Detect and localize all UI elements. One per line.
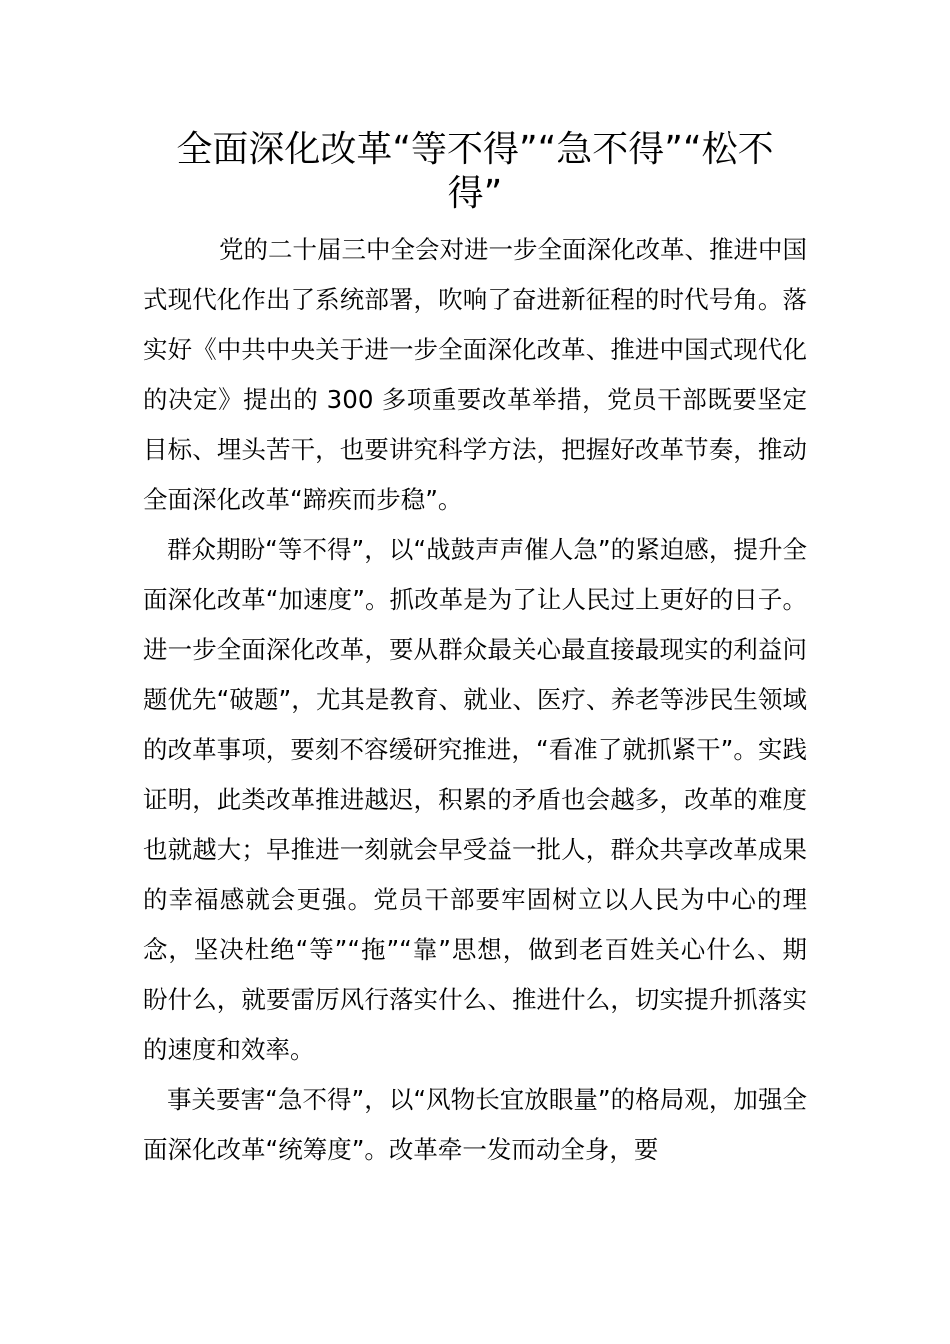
paragraph-intro: 党的二十届三中全会对进一步全面深化改革、推进中国式现代化作出了系统部署，吹响了奋进新征程的时代号角。落实好《中共中央关于进一步全面深化改革、推进中国式现代化的决定》提出的 300 多项重要改革举措，党员干部既要坚定目标、埋头苦干，也要讲究科学方法，把握好改革节奏，推动全面深化改革“蹄疾而步稳”。	[143, 235, 807, 514]
paragraph-ji-bu-de: 事关要害“急不得”，以“风物长宜放眼量”的格局观，加强全面深化改革“统筹度”。改革牵一发而动全身，要	[143, 1085, 807, 1164]
document-title: 全面深化改革“等不得”“急不得”“松不得”	[176, 129, 774, 214]
document-body	[143, 225, 807, 1175]
paragraph-deng-bu-de: 群众期盼“等不得”，以“战鼓声声催人急”的紧迫感，提升全面深化改革“加速度”。抓改革是为了让人民过上更好的日子。进一步全面深化改革，要从群众最关心最直接最现实的利益问题优先“破题”，尤其是教育、就业、医疗、养老等涉民生领域的改革事项，要刻不容缓研究推进，“看准了就抓紧干”。实践证明，此类改革推进越迟，积累的矛盾也会越多，改革的难度也就越大；早推进一刻就会早受益一批人，群众共享改革成果的幸福感就会更强。党员干部要牢固树立以人民为中心的理念，坚决杜绝“等”“拖”“靠”思想，做到老百姓关心什么、期盼什么，就要雷厉风行落实什么、推进什么，切实提升抓落实的速度和效率。	[143, 535, 807, 1064]
